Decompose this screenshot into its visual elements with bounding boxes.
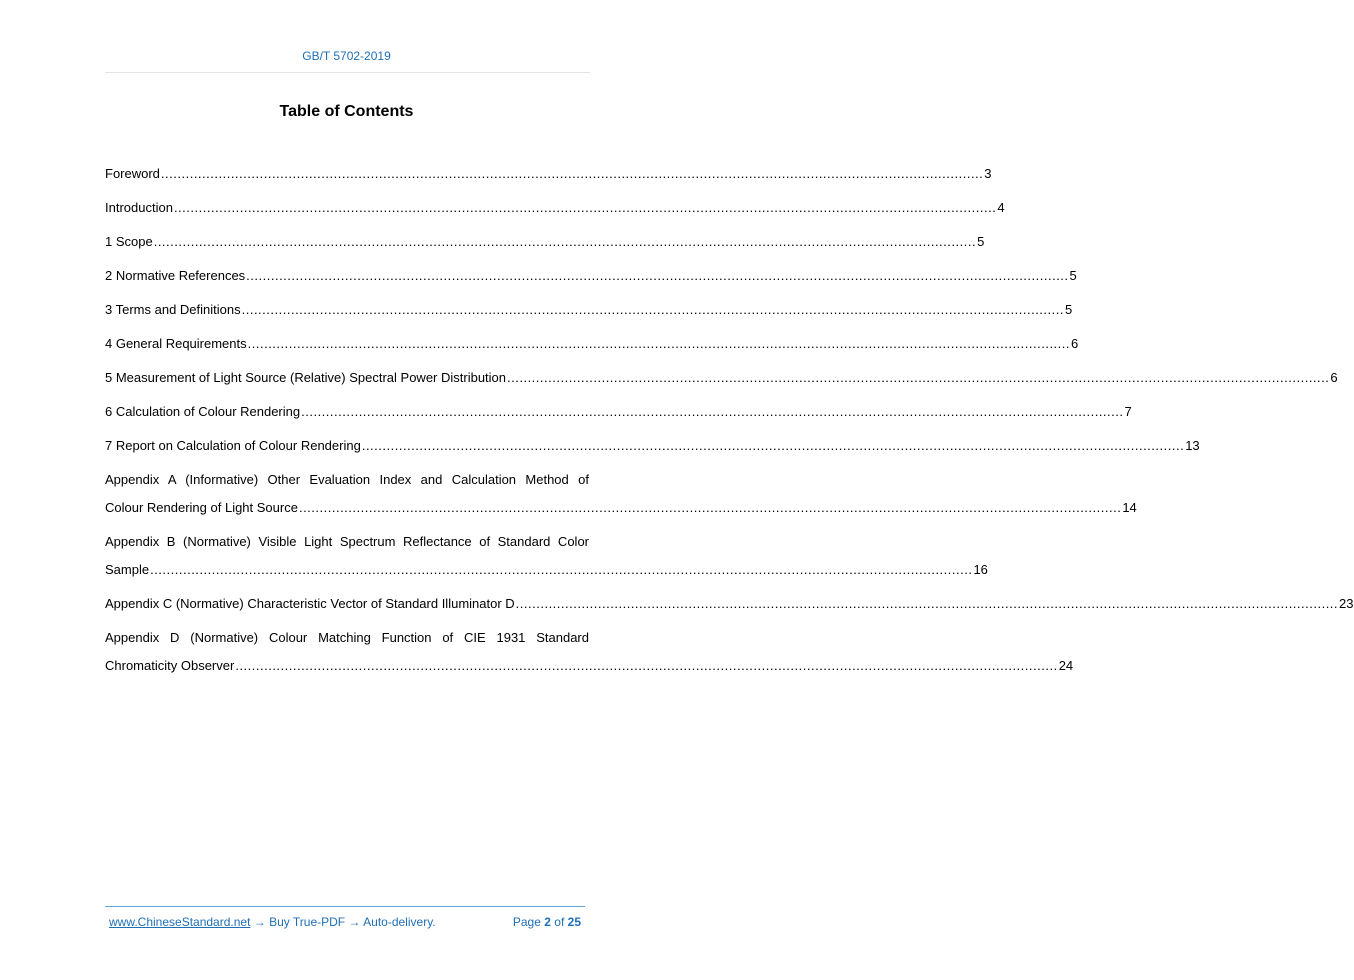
dot-leader: ........................................................................................................................................................................................................ <box>298 500 1122 515</box>
toc-entry-line <box>105 652 1074 680</box>
toc-entry-line <box>105 432 1200 460</box>
page-title: Table of Contents <box>279 103 414 120</box>
dot-leader: ........................................................................................................................................................................................................ <box>507 370 1330 385</box>
buy-text: Buy True-PDF <box>269 915 346 929</box>
toc-entry[interactable] <box>105 296 1073 324</box>
dot-leader: ........................................................................................................................................................................................................ <box>361 438 1185 453</box>
toc-entry-page: 24 <box>1058 658 1074 673</box>
document-footer <box>109 915 581 929</box>
page-of: of <box>554 915 565 929</box>
toc-entry-line <box>105 228 985 256</box>
toc-entry-line <box>105 556 988 584</box>
dot-leader: ........................................................................................................................................................................................................ <box>247 336 1071 351</box>
dot-leader: ........................................................................................................................................................................................................ <box>246 268 1069 283</box>
toc-entry-line <box>105 590 1354 618</box>
toc-entry-label: Appendix C (Normative) Characteristic Vector of Standard Illuminator D <box>105 596 515 611</box>
toc-entry-label: Foreword <box>105 166 160 181</box>
toc-entry-label: Sample <box>105 562 150 577</box>
toc-entry-label: 2 Normative References <box>105 268 246 283</box>
toc-entry-line <box>105 262 1077 290</box>
toc-entry-page: 5 <box>1069 268 1077 283</box>
dot-leader: ........................................................................................................................................................................................................ <box>160 166 984 181</box>
toc-entry-label: Introduction <box>105 200 173 215</box>
toc-entry-label: 5 Measurement of Light Source (Relative) Spectral Power Distribution <box>105 370 507 385</box>
toc-entry-line <box>105 494 1137 522</box>
arrow-right-icon: → <box>253 915 266 929</box>
dot-leader: ........................................................................................................................................................................................................ <box>515 596 1339 611</box>
toc-entry-page: 6 <box>1071 336 1079 351</box>
toc-entry[interactable] <box>105 528 988 584</box>
toc-entry-line <box>105 194 1005 222</box>
table-of-contents <box>105 160 1354 686</box>
dot-leader: ........................................................................................................................................................................................................ <box>241 302 1064 317</box>
website-link[interactable]: www.ChineseStandard.net <box>109 915 251 929</box>
page-indicator <box>513 915 581 929</box>
header-divider <box>105 72 590 73</box>
page-total: 25 <box>567 915 581 929</box>
toc-entry-label: 3 Terms and Definitions <box>105 302 241 317</box>
dot-leader: ........................................................................................................................................................................................................ <box>235 658 1058 673</box>
toc-entry-page: 7 <box>1124 404 1132 419</box>
toc-entry[interactable] <box>105 624 1074 680</box>
footer-promo <box>109 915 436 929</box>
toc-entry-label-line1: Appendix D (Normative) Colour Matching Function of CIE 1931 Standard <box>105 630 589 645</box>
toc-entry-page: 14 <box>1122 500 1137 515</box>
toc-entry-label-line1: Appendix B (Normative) Visible Light Spectrum Reflectance of Standard Color <box>105 534 589 549</box>
toc-entry[interactable] <box>105 466 1137 522</box>
toc-entry[interactable] <box>105 398 1132 426</box>
dot-leader: ........................................................................................................................................................................................................ <box>150 562 973 577</box>
toc-entry[interactable] <box>105 228 985 256</box>
toc-entry[interactable] <box>105 194 1005 222</box>
toc-entry-label-line1: Appendix A (Informative) Other Evaluation Index and Calculation Method of <box>105 472 589 487</box>
dot-leader: ........................................................................................................................................................................................................ <box>153 234 977 249</box>
toc-entry[interactable] <box>105 160 992 188</box>
footer-divider <box>105 906 585 907</box>
toc-entry-label: 4 General Requirements <box>105 336 247 351</box>
toc-entry-label: 1 Scope <box>105 234 153 249</box>
toc-entry[interactable] <box>105 432 1200 460</box>
page-current: 2 <box>544 915 551 929</box>
arrow-right-icon: → <box>348 915 361 929</box>
toc-entry-page: 23 <box>1339 596 1354 611</box>
toc-entry[interactable] <box>105 590 1354 618</box>
delivery-text: Auto-delivery. <box>363 915 436 929</box>
toc-entry[interactable] <box>105 330 1079 358</box>
toc-entry-page: 13 <box>1185 438 1200 453</box>
dot-leader: ........................................................................................................................................................................................................ <box>301 404 1124 419</box>
page-prefix: Page <box>512 915 541 929</box>
document-header <box>0 49 693 63</box>
toc-entry-page: 5 <box>977 234 985 249</box>
toc-entry-line <box>105 364 1338 392</box>
dot-leader: ........................................................................................................................................................................................................ <box>173 200 997 215</box>
toc-entry-line <box>105 160 992 188</box>
toc-entry-label: Colour Rendering of Light Source <box>105 500 298 515</box>
toc-entry-label: Chromaticity Observer <box>105 658 235 673</box>
toc-entry[interactable] <box>105 262 1077 290</box>
toc-entry-page: 4 <box>997 200 1005 215</box>
toc-entry-page: 6 <box>1330 370 1338 385</box>
standard-number: GB/T 5702-2019 <box>302 49 391 63</box>
toc-entry-line <box>105 296 1073 324</box>
toc-entry[interactable] <box>105 364 1338 392</box>
toc-entry-label: 7 Report on Calculation of Colour Rendering <box>105 438 361 453</box>
toc-entry-line <box>105 330 1079 358</box>
toc-entry-page: 3 <box>984 166 992 181</box>
toc-entry-line <box>105 398 1132 426</box>
toc-entry-label: 6 Calculation of Colour Rendering <box>105 404 301 419</box>
toc-entry-page: 16 <box>973 562 988 577</box>
toc-entry-page: 5 <box>1064 302 1073 317</box>
